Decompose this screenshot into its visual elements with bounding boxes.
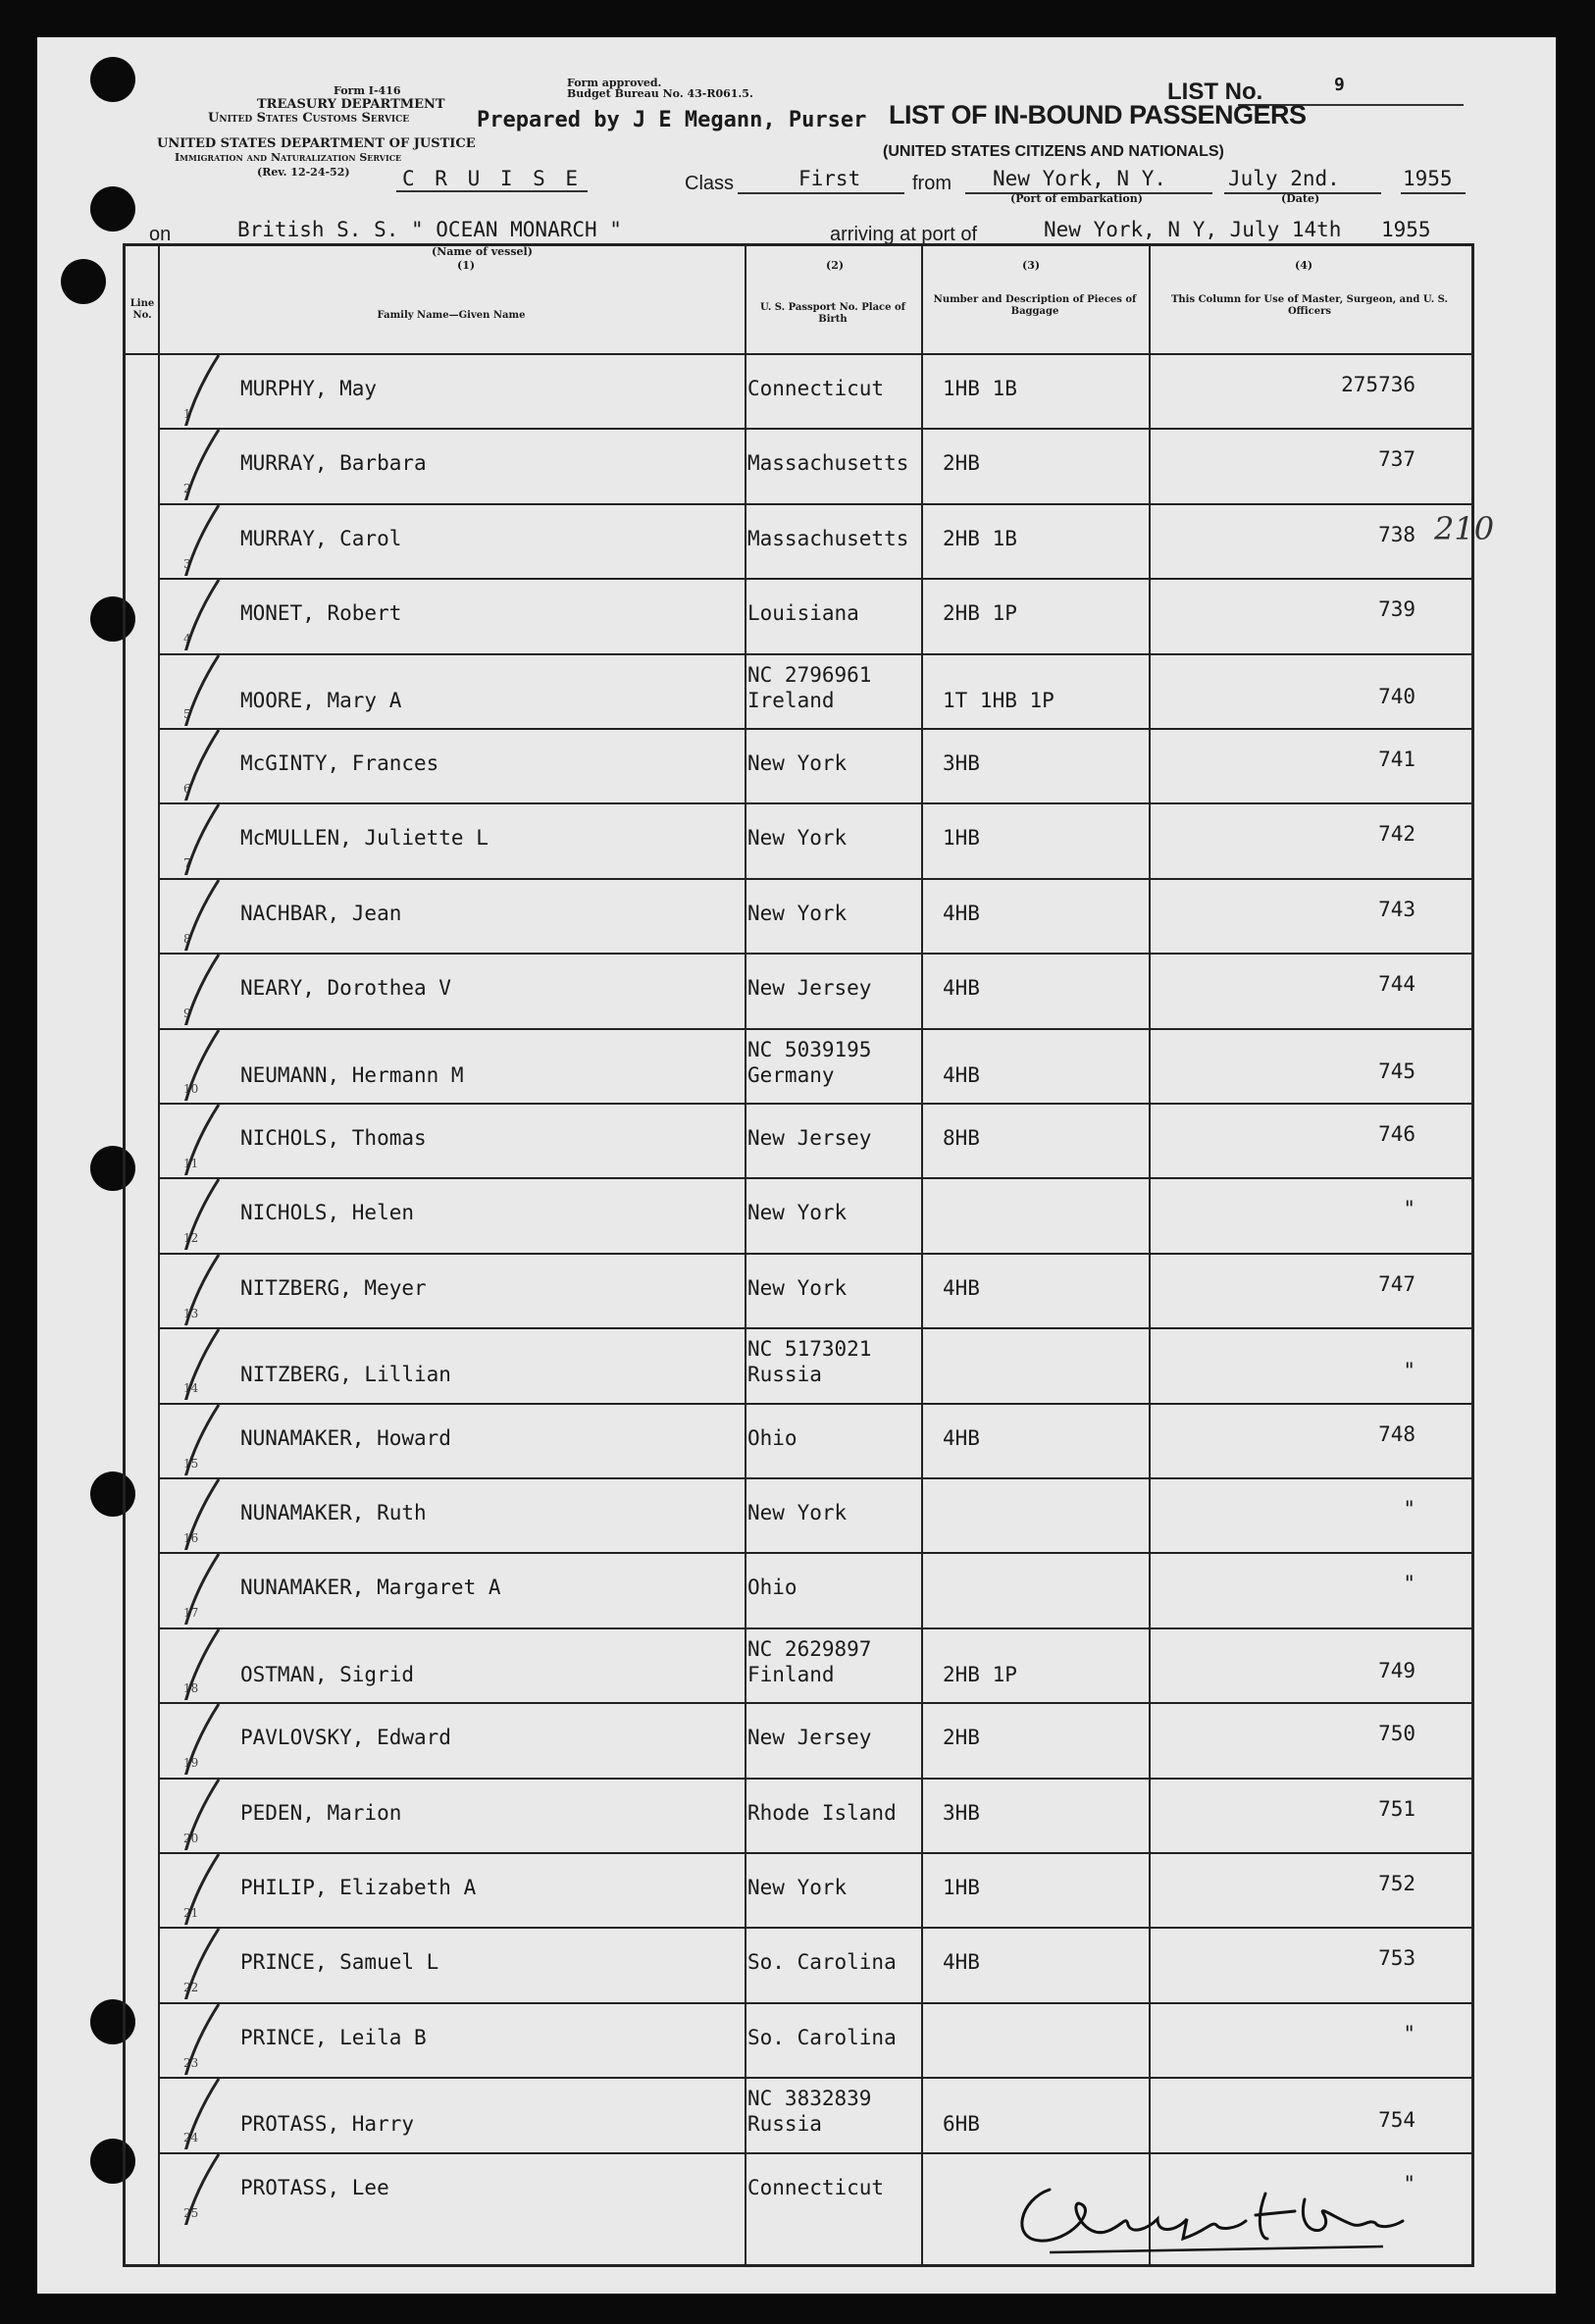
line-number: 9: [183, 1007, 191, 1021]
baggage-pieces: 2HB: [943, 451, 980, 476]
baggage-pieces: 2HB 1P: [943, 601, 1017, 626]
check-mark-icon: [178, 722, 236, 800]
revision-label: (Rev. 12-24-52): [257, 166, 350, 179]
date-value: July 2nd.: [1228, 167, 1340, 190]
baggage-pieces: 2HB 1B: [943, 526, 1017, 550]
passport-number: NC 3832839: [747, 2087, 872, 2111]
place-of-birth: Ohio: [747, 1425, 798, 1450]
line-number: 13: [183, 1306, 199, 1320]
check-mark-icon: [178, 1171, 236, 1250]
baggage-pieces: 4HB: [943, 1275, 980, 1300]
arrival-year: 1955: [1381, 218, 1431, 241]
line-number: 3: [183, 556, 191, 571]
passenger-name: PEDEN, Marion: [240, 1800, 402, 1825]
place-of-birth: Connecticut: [747, 377, 885, 400]
table-row: [123, 1778, 1474, 1852]
check-mark-icon: [178, 1622, 236, 1700]
officer-number: 754: [1378, 2108, 1415, 2133]
col-header-officers: This Column for Use of Master, Surgeon, and U. S. Officers: [1170, 294, 1449, 317]
line-number: 8: [183, 931, 191, 946]
place-of-birth: Germany: [747, 1062, 835, 1087]
line-number: 4: [183, 632, 191, 646]
check-mark-icon: [178, 1022, 236, 1101]
passport-number: NC 5039195: [747, 1037, 872, 1061]
check-mark-icon: [178, 1921, 236, 1999]
baggage-pieces: 2HB 1P: [943, 1662, 1017, 1686]
table-row: [123, 1552, 1474, 1627]
passenger-name: PROTASS, Lee: [240, 2175, 389, 2199]
table-row: [123, 653, 1474, 728]
officer-number: 749: [1378, 1658, 1415, 1682]
baggage-pieces: 4HB: [943, 1950, 980, 1975]
passenger-name: MOORE, Mary A: [240, 688, 402, 712]
officer-number: 739: [1378, 597, 1415, 622]
from-label: from: [912, 173, 952, 194]
class-label: Class: [685, 173, 735, 194]
line-number: 20: [183, 1831, 199, 1845]
passenger-name: NITZBERG, Meyer: [240, 1275, 427, 1300]
place-of-birth: New Jersey: [747, 1126, 872, 1150]
table-row: [123, 1028, 1474, 1103]
table-row: [123, 1477, 1474, 1552]
passenger-name: OSTMAN, Sigrid: [240, 1662, 415, 1686]
passenger-name: NITZBERG, Lillian: [240, 1363, 451, 1387]
line-number: 6: [183, 782, 191, 796]
table-row: [123, 953, 1474, 1027]
date-caption: (Date): [1281, 192, 1320, 205]
table-row: [123, 503, 1474, 578]
check-mark-icon: [178, 1321, 236, 1400]
place-of-birth: Finland: [747, 1662, 835, 1686]
document-subtitle: (UNITED STATES CITIZENS AND NATIONALS): [883, 143, 1224, 160]
passenger-name: MURPHY, May: [240, 377, 378, 400]
line-number: 16: [183, 1531, 199, 1545]
officer-number: ": [1403, 1359, 1415, 1383]
arriving-label: arriving at port of: [830, 224, 978, 245]
form-id: Form I-416: [334, 84, 401, 97]
passenger-name: NICHOLS, Thomas: [240, 1126, 427, 1150]
place-of-birth: New York: [747, 1501, 848, 1524]
baggage-pieces: 4HB: [943, 1062, 980, 1087]
baggage-pieces: 6HB: [943, 2112, 980, 2137]
officer-number: 737: [1378, 447, 1415, 472]
check-mark-icon: [178, 872, 236, 951]
check-mark-icon: [178, 422, 236, 500]
line-number: 21: [183, 1906, 199, 1920]
passenger-name: McMULLEN, Juliette L: [240, 826, 489, 851]
col-header-name: Family Name—Given Name: [377, 310, 526, 321]
place-of-birth: So. Carolina: [747, 2025, 897, 2049]
check-mark-icon: [178, 1696, 236, 1775]
passenger-name: PHILIP, Elizabeth A: [240, 1876, 477, 1899]
officer-number: 752: [1378, 1872, 1415, 1895]
place-of-birth: Louisiana: [747, 601, 859, 626]
col-header-baggage: Number and Description of Pieces of Baggage: [933, 294, 1137, 317]
baggage-pieces: 1HB: [943, 1876, 980, 1899]
check-mark-icon: [178, 497, 236, 576]
baggage-pieces: 4HB: [943, 901, 980, 925]
officer-number: 744: [1378, 972, 1415, 997]
line-number: 10: [183, 1081, 199, 1096]
table-row: [123, 1103, 1474, 1177]
passenger-name: PRINCE, Samuel L: [240, 1950, 439, 1975]
place-of-birth: New York: [747, 1275, 848, 1300]
budget-bureau: Budget Bureau No. 43-R061.5.: [567, 87, 753, 100]
line-number: 25: [183, 2205, 199, 2220]
table-row: [123, 728, 1474, 802]
passenger-name: NACHBAR, Jean: [240, 901, 402, 925]
officer-number: ": [1403, 1197, 1415, 1221]
place-of-birth: New York: [747, 901, 848, 925]
table-row: [123, 1852, 1474, 1927]
line-number: 7: [183, 856, 191, 871]
line-number: 1: [183, 407, 191, 421]
check-mark-icon: [178, 1772, 236, 1850]
col-num-3: (3): [1022, 259, 1041, 272]
form-approved: Form approved.: [567, 77, 662, 89]
passenger-name: MURRAY, Barbara: [240, 451, 427, 476]
punch-hole: [90, 186, 135, 232]
line-number: 5: [183, 706, 191, 721]
officer-number: 748: [1378, 1421, 1415, 1446]
customs-label: United States Customs Service: [208, 111, 410, 126]
check-mark-icon: [178, 1097, 236, 1175]
line-number: 15: [183, 1456, 199, 1471]
place-of-birth: Connecticut: [747, 2175, 885, 2199]
officer-number: 743: [1378, 897, 1415, 921]
check-mark-icon: [178, 1397, 236, 1475]
check-mark-icon: [178, 1996, 236, 2075]
col-header-passport: U. S. Passport No. Place of Birth: [760, 302, 905, 325]
officer-number: 747: [1378, 1271, 1415, 1296]
purser-signature: [1010, 2170, 1422, 2258]
place-of-birth: Russia: [747, 2112, 822, 2137]
embark-caption: (Port of embarkation): [1010, 192, 1143, 205]
table-row: [123, 878, 1474, 953]
check-mark-icon: [178, 1472, 236, 1550]
baggage-pieces: 3HB: [943, 751, 980, 775]
line-number: 22: [183, 1981, 199, 1995]
officer-number: 742: [1378, 822, 1415, 847]
passenger-name: NEARY, Dorothea V: [240, 976, 451, 1001]
place-of-birth: New York: [747, 1201, 848, 1225]
officer-number: 745: [1378, 1059, 1415, 1083]
officer-number: ": [1403, 1572, 1415, 1596]
line-number: 23: [183, 2055, 199, 2070]
table-row: [123, 2077, 1474, 2151]
table-row: [123, 1702, 1474, 1777]
table-row: [123, 1177, 1474, 1252]
table-row: [123, 353, 1474, 428]
place-of-birth: Ohio: [747, 1575, 798, 1600]
place-of-birth: Ireland: [747, 688, 835, 712]
punch-hole: [61, 259, 106, 304]
place-of-birth: New York: [747, 1876, 848, 1899]
officer-number: ": [1403, 2171, 1415, 2195]
passenger-name: NEUMANN, Hermann M: [240, 1062, 464, 1087]
passenger-name: NUNAMAKER, Margaret A: [240, 1575, 501, 1600]
officer-number: 750: [1378, 1722, 1415, 1746]
passenger-name: MURRAY, Carol: [240, 526, 402, 550]
officer-number: 741: [1378, 748, 1415, 771]
place-of-birth: New Jersey: [747, 1726, 872, 1750]
table-row: [123, 578, 1474, 652]
check-mark-icon: [178, 2146, 236, 2225]
table-row: [123, 428, 1474, 502]
place-of-birth: Russia: [747, 1363, 822, 1387]
line-number: 19: [183, 1756, 199, 1771]
list-no-label: LIST No.: [1167, 78, 1263, 105]
baggage-pieces: 4HB: [943, 976, 980, 1001]
check-mark-icon: [178, 2071, 236, 2149]
place-of-birth: Massachusetts: [747, 526, 909, 550]
table-row: [123, 802, 1474, 877]
officer-number: 746: [1378, 1122, 1415, 1146]
class-line: [738, 192, 904, 194]
officer-number: ": [1403, 1497, 1415, 1521]
immigration-label: Immigration and Naturalization Service: [175, 151, 402, 164]
check-mark-icon: [178, 572, 236, 650]
passenger-table: [123, 243, 1474, 2267]
check-mark-icon: [178, 647, 236, 726]
check-mark-icon: [178, 1546, 236, 1625]
treasury-label: TREASURY DEPARTMENT: [257, 97, 445, 112]
justice-label: UNITED STATES DEPARTMENT OF JUSTICE: [157, 136, 476, 151]
check-mark-icon: [178, 1247, 236, 1325]
passenger-name: McGINTY, Frances: [240, 751, 439, 775]
officer-number: 275736: [1341, 373, 1415, 396]
officer-number: 751: [1378, 1796, 1415, 1821]
arrival-port: New York, N Y, July 14th: [1044, 218, 1342, 241]
table-row: [123, 1327, 1474, 1402]
check-mark-icon: [178, 947, 236, 1025]
list-no-value: 9: [1334, 75, 1345, 95]
officer-number: 738: [1378, 522, 1415, 546]
baggage-pieces: 2HB: [943, 1726, 980, 1750]
col-num-4: (4): [1295, 259, 1313, 272]
class-value: First: [798, 167, 861, 190]
line-number: 18: [183, 1680, 199, 1695]
officer-number: 753: [1378, 1946, 1415, 1971]
passenger-name: NUNAMAKER, Howard: [240, 1425, 451, 1450]
passport-number: NC 2629897: [747, 1636, 872, 1661]
check-mark-icon: [178, 347, 236, 426]
place-of-birth: New York: [747, 751, 848, 775]
line-number: 24: [183, 2131, 199, 2145]
baggage-pieces: 1T 1HB 1P: [943, 688, 1055, 712]
baggage-pieces: 3HB: [943, 1800, 980, 1825]
col-num-1: (1): [457, 259, 476, 272]
passenger-name: PRINCE, Leila B: [240, 2025, 427, 2049]
line-number: 12: [183, 1231, 199, 1246]
passenger-name: NICHOLS, Helen: [240, 1201, 415, 1225]
place-of-birth: New York: [747, 826, 848, 851]
officer-number: 740: [1378, 684, 1415, 708]
prepared-by: Prepared by J E Megann, Purser: [477, 108, 867, 132]
col-num-2: (2): [826, 259, 845, 272]
passport-number: NC 2796961: [747, 662, 872, 687]
baggage-pieces: 8HB: [943, 1126, 980, 1150]
vessel-name: British S. S. " OCEAN MONARCH ": [237, 218, 622, 241]
passenger-name: NUNAMAKER, Ruth: [240, 1501, 427, 1524]
on-label: on: [149, 224, 172, 245]
vessel-caption: (Name of vessel): [432, 245, 533, 258]
year-line: [1401, 192, 1466, 194]
punch-hole: [90, 57, 135, 102]
port-embark: New York, N Y.: [993, 167, 1167, 190]
line-number: 11: [183, 1157, 199, 1170]
passenger-name: PAVLOVSKY, Edward: [240, 1726, 451, 1750]
table-row: [123, 1253, 1474, 1327]
place-of-birth: Rhode Island: [747, 1800, 897, 1825]
cruise-label: C R U I S E: [396, 167, 588, 192]
col-header-line: Line No.: [129, 298, 155, 321]
place-of-birth: New Jersey: [747, 976, 872, 1001]
place-of-birth: So. Carolina: [747, 1950, 897, 1975]
table-row: [123, 1403, 1474, 1477]
baggage-pieces: 1HB 1B: [943, 377, 1017, 400]
table-row: [123, 1627, 1474, 1702]
check-mark-icon: [178, 1846, 236, 1925]
table-row: [123, 1927, 1474, 2001]
passport-number: NC 5173021: [747, 1337, 872, 1362]
line-number: 2: [183, 482, 191, 496]
check-mark-icon: [178, 797, 236, 875]
place-of-birth: Massachusetts: [747, 451, 909, 476]
margin-annotation: 210: [1434, 510, 1495, 547]
baggage-pieces: 4HB: [943, 1425, 980, 1450]
document-title: LIST OF IN-BOUND PASSENGERS: [889, 100, 1307, 129]
passenger-name: PROTASS, Harry: [240, 2112, 415, 2137]
baggage-pieces: 1HB: [943, 826, 980, 851]
year-value: 1955: [1403, 167, 1453, 190]
officer-number: ": [1403, 2021, 1415, 2045]
passenger-name: MONET, Robert: [240, 601, 402, 626]
line-number: 17: [183, 1606, 199, 1621]
line-number: 14: [183, 1381, 199, 1396]
table-row: [123, 2002, 1474, 2077]
